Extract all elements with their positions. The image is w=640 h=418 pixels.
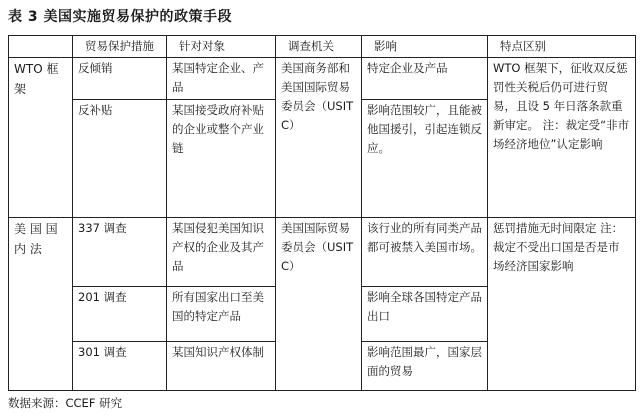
measure-cell: 301 调查 (73, 342, 167, 391)
target-cell: 某国特定企业、产品 (167, 58, 276, 100)
feature-cell: 惩罚措施无时间限定 注：裁定不受出口国是否是市场经济国家影响 (488, 218, 636, 391)
group-cell-wto: WTO 框架 (9, 58, 73, 218)
header-cell-agency: 调查机关 (276, 36, 362, 58)
impact-cell: 影响范围较广，且能被他国援引，引起连锁反应。 (362, 100, 488, 218)
policy-table (8, 35, 636, 391)
impact-cell: 影响范围最广，国家层面的贸易 (362, 342, 488, 391)
header-cell-group (9, 36, 73, 58)
impact-cell: 影响全球各国特定产品出口 (362, 287, 488, 342)
feature-cell: WTO 框架下，征收双反惩罚性关税后仍可进行贸易，且设 5 年日落条款重新审定。 注：裁定受“非市场经济地位”认定影响 (488, 58, 636, 218)
agency-cell: 美国国际贸易委员会（USITC） (276, 218, 362, 391)
measure-cell: 337 调查 (73, 218, 167, 287)
measure-cell: 反倾销 (73, 58, 167, 100)
table-header-row (9, 36, 636, 58)
data-source-note: 数据来源：CCEF 研究 (8, 396, 123, 410)
header-cell-impact: 影响 (362, 36, 488, 58)
target-cell: 所有国家出口至美国的特定产品 (167, 287, 276, 342)
target-cell: 某国知识产权体制 (167, 342, 276, 391)
header-cell-feature: 特点区别 (488, 36, 636, 58)
target-cell: 某国接受政府补贴的企业或整个产业链 (167, 100, 276, 218)
measure-cell: 201 调查 (73, 287, 167, 342)
measure-cell: 反补贴 (73, 100, 167, 218)
impact-cell: 特定企业及产品 (362, 58, 488, 100)
group-cell-domestic: 美 国 国 内 法 (9, 218, 73, 391)
agency-cell: 美国商务部和美国国际贸易委员会（USITC） (276, 58, 362, 218)
header-cell-measure: 贸易保护措施 (73, 36, 167, 58)
header-cell-target: 针对对象 (167, 36, 276, 58)
table-title: 表 3 美国实施贸易保护的政策手段 (8, 9, 232, 25)
impact-cell: 该行业的所有同类产品都可被禁入美国市场。 (362, 218, 488, 287)
table-row (9, 58, 636, 100)
target-cell: 某国侵犯美国知识产权的企业及其产品 (167, 218, 276, 287)
table-row (9, 218, 636, 287)
